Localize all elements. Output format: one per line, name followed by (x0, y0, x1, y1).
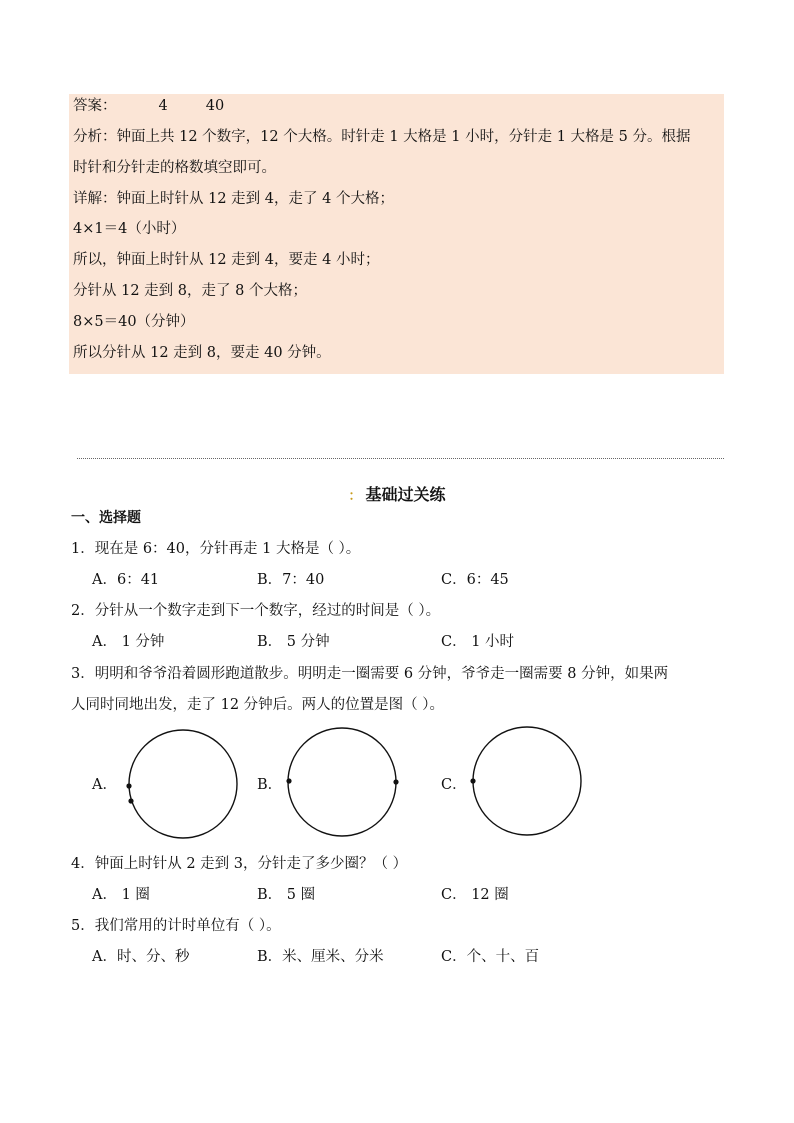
track-diagram-b[interactable] (287, 727, 401, 839)
explanation-line-4: 分针从 12 走到 8，走了 8 个大格； (73, 283, 307, 299)
question-2: 2．分针从一个数字走到下一个数字，经过的时间是（ ）。 (71, 603, 441, 619)
explanation-line-6: 所以分针从 12 走到 8，要走 40 分钟。 (73, 345, 331, 361)
question-4-option-c[interactable]: C． 12 圈 (441, 887, 509, 903)
answer-value-2: 40 (205, 98, 225, 114)
answer-value-1: 4 (158, 98, 168, 114)
question-4: 4．钟面上时针从 2 走到 3，分针走了多少圈？（ ） (71, 856, 408, 872)
question-3-option-b[interactable]: B． (257, 777, 283, 793)
question-3-option-a[interactable]: A． (92, 777, 117, 793)
question-5-option-a[interactable]: A．时、分、秒 (92, 949, 190, 965)
position-dot-b1 (286, 778, 291, 783)
position-dot-c1 (470, 778, 475, 783)
track-diagram-a[interactable] (126, 728, 240, 840)
position-dot-b2 (393, 779, 398, 784)
explanation-line-1: 详解：钟面上时针从 12 走到 4，走了 4 个大格； (73, 191, 394, 207)
question-3-option-c[interactable]: C． (441, 777, 467, 793)
question-5: 5．我们常用的计时单位有（ ）。 (71, 918, 281, 934)
question-4-option-a[interactable]: A． 1 圈 (92, 887, 150, 903)
track-circle-a (129, 730, 237, 838)
question-5-option-b[interactable]: B．米、厘米、分米 (257, 949, 384, 965)
question-5-option-c[interactable]: C．个、十、百 (441, 949, 540, 965)
question-2-option-c[interactable]: C． 1 小时 (441, 634, 515, 650)
answer-label: 答案： (73, 98, 117, 114)
section-marker: ： (348, 489, 362, 504)
question-2-option-b[interactable]: B． 5 分钟 (257, 634, 330, 650)
explanation-line-3: 所以，钟面上时针从 12 走到 4，要走 4 小时； (73, 252, 380, 268)
question-1: 1．现在是 6：40，分针再走 1 大格是（ ）。 (71, 541, 361, 557)
explanation-line-5: 8×5＝40（分钟） (73, 314, 195, 330)
question-3-line-1: 3．明明和爷爷沿着圆形跑道散步。明明走一圈需要 6 分钟，爷爷走一圈需要 8 分钟，如果两 (71, 666, 669, 682)
explanation-line-2: 4×1＝4（小时） (73, 221, 186, 237)
position-dot-a1 (126, 783, 131, 788)
question-1-option-b[interactable]: B．7：40 (257, 572, 325, 588)
track-circle-b (288, 728, 396, 836)
position-dot-a2 (128, 798, 133, 803)
dotted-divider (77, 458, 724, 459)
question-4-option-b[interactable]: B． 5 圈 (257, 887, 316, 903)
question-2-option-a[interactable]: A． 1 分钟 (92, 634, 165, 650)
track-circle-c (473, 727, 581, 835)
question-3-line-2: 人同时同地出发，走了 12 分钟后。两人的位置是图（ ）。 (71, 697, 445, 713)
subheading: 一、选择题 (71, 510, 141, 526)
question-1-option-c[interactable]: C．6：45 (441, 572, 509, 588)
analysis-line-2: 时针和分针走的格数填空即可。 (73, 160, 276, 176)
section-title (0, 484, 794, 508)
track-diagram-c[interactable] (471, 727, 585, 839)
analysis-line-1: 分析：钟面上共 12 个数字，12 个大格。时针走 1 大格是 1 小时，分针走 1 大格是 5 分。根据 (73, 129, 691, 145)
answer-line (73, 96, 224, 116)
answer-box (69, 94, 724, 374)
section-title-text: 基础过关练 (365, 485, 446, 504)
question-1-option-a[interactable]: A．6：41 (92, 572, 160, 588)
